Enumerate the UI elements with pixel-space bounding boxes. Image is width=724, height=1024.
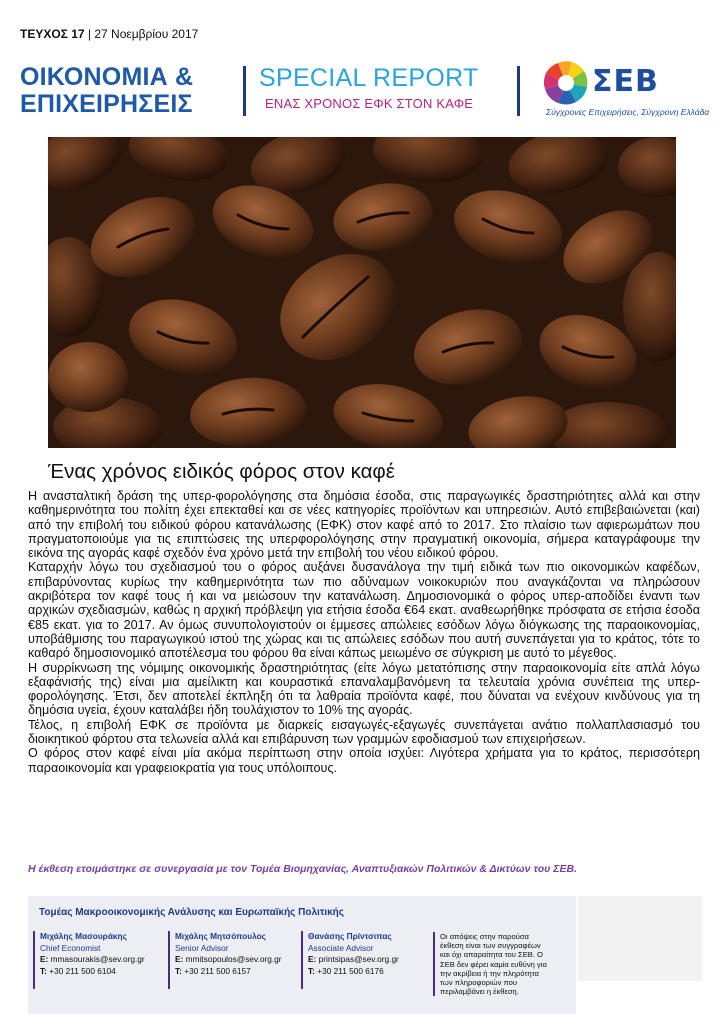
contact-card [301,931,399,977]
section-title-line1: ΟΙΚΟΝΟΜΙΑ & [20,63,194,91]
contact-email[interactable]: printsipas@sev.org.gr [318,954,399,964]
contact-phone-row [308,966,399,978]
contact-role: Senior Advisor [175,942,229,953]
contact-role: Chief Economist [40,942,101,953]
article-paragraph: Η συρρίκνωση της νόμιμης οικονομικής δραστηριότητας (είτε λόγω μετατόπισης στην παραοικονομία είτε απλά λόγω εξαφάνισής της) είναι μια αμείλικτη και κουραστικά επαναλαμβανόμενη τα τελευταία χρόνια συνέπεια της υπερ-φορολόγησης. Έτσι, δεν αποτελεί έκπληξη ότι τα λαθραία προϊόντα καφέ, που δύναται να ενέχουν κινδύνους για τη δημόσια υγεία, έχουν καταλάβει ήδη τουλάχιστον το 10% της αγοράς. [28,660,700,718]
contact-phone: +30 211 500 6176 [317,965,384,976]
contact-email-row [40,954,145,966]
report-credit: Η έκθεση ετοιμάστηκε σε συνεργασία με τον Τομέα Βιομηχανίας, Αναπτυξιακών Πολιτικών & Δικτύων του ΣΕΒ. [28,863,577,875]
email-label: E: [175,954,184,964]
section-title [20,64,193,118]
issue-number: ΤΕΥΧΟΣ 17 [20,27,85,41]
contact-name: Θανάσης Πρίντσιπας [308,931,392,941]
article-headline: Ένας χρόνος ειδικός φόρος στον καφέ [48,460,395,483]
contact-phone-row [175,966,282,978]
contact-divider [301,931,303,989]
phone-label: T: [40,965,47,976]
masthead-divider-2 [517,66,520,116]
phone-label: T: [308,965,315,976]
email-label: E: [308,954,317,964]
footer-department: Τομέας Μακροοικονομικής Ανάλυσης και Ευρωπαϊκής Πολιτικής [39,907,344,918]
contact-role: Associate Advisor [308,942,374,953]
special-report-title: SPECIAL REPORT [259,64,479,92]
article-paragraph: Καταρχήν λόγω του σχεδιασμού του ο φόρος αυξάνει δυσανάλογα την τιμή ειδικά των πιο οικονομικών καφέδων, επιβαρύνοντας κυρίως την καθημερινότητα των πιο αδύναμων νοικοκυριών που αναγκάζονται να πληρώσουν ακριβότερα τον καφέ τους ή και να μειώσουν την κατανάλωση. Δημοσιονομικά ο φόρος υπερ-αποδίδει έναντι των αρχικών σχεδιασμών, καθώς η αρχική πρόβλεψη για ετήσια έσοδα €64 εκατ. αναθεωρήθηκε πρόσφατα σε ετήσια έσοδα €85 εκατ. για το 2017. Αν όμως συνυπολογιστούν οι έμμεσες απώλειες εσόδων λόγω διόγκωσης της παραοικονομίας, υποβάθμισης του παραγωγικού ιστού της χώρας και τις απώλειες εσόδων που αυτή συνεπάγεται για το κράτος, τότε το καθαρό δημοσιονομικό αποτέλεσμα του φόρου θα είναι κάπως μειωμένο σε σύγκριση με αυτό το μέγεθος. [28,560,700,661]
article-paragraph: Τέλος, η επιβολή ΕΦΚ σε προϊόντα με διαρκείς εισαγωγές-εξαγωγές συνεπάγεται ανάτιο πολλαπλασιασμό του διοικητικού φόρτου στα τελωνεία αλλά και επιβάρυνση των γραμμών εφοδιασμού των επιχειρήσεων. [28,717,700,747]
contact-card [168,931,282,977]
disclaimer-text: Οι απόψεις στην παρούσα έκθεση είναι των συγγραφέων και όχι απαραίτητα του ΣΕΒ. Ο ΣΕΒ δεν φέρει καμία ευθύνη για την ακρίβεια ή την πληρότητα των πληροφοριών που περιλαμβάνει η έκθεση. [440,932,547,997]
contact-divider [168,931,170,989]
contact-name: Μιχάλης Μασουράκης [40,931,127,941]
phone-label: T: [175,965,182,976]
contact-card [33,931,145,977]
article-paragraph: Η ανασταλτική δράση της υπερ-φορολόγησης στα δημόσια έσοδα, στις παραγωγικές δραστηριότητες αλλά και στην καθημερινότητα του πολίτη έχει επεκταθεί και σε νέες κατηγορίες προϊόντων και υπηρεσιών. Αυτό επιβεβαιώνεται (και) από την επιβολή του ειδικού φόρου κατανάλωσης (ΕΦΚ) στον καφέ από το 2017. Στο πλαίσιο των αφιερωμάτων που πραγματοποιούμε για τις επιπτώσεις της υπερφορολόγησης στην πραγματική οικονομία, σήμερα καταγράφουμε την εικόνα της αγοράς καφέ σχεδόν ένα χρόνο μετά την επιβολή του νέου ειδικού φόρου. [28,489,700,561]
coffee-beans-photo [48,137,676,448]
sev-logo-text: ΣΕΒ [592,64,659,99]
contact-email-row [308,954,399,966]
article-paragraph: Ο φόρος στον καφέ είναι μία ακόμα περίπτωση στην οποία ισχύει: Λιγότερα χρήματα για το κράτος, περισσότερη παραοικονομία και γραφειοκρατία για τους υπόλοιπους. [28,746,700,775]
article-body [28,489,700,775]
contact-phone: +30 211 500 6157 [184,965,251,976]
email-label: E: [40,954,49,964]
footer-blank-panel [578,896,702,981]
section-title-line2: ΕΠΙΧΕΙΡΗΣΕΙΣ [20,90,193,118]
report-subtitle: ΕΝΑΣ ΧΡΟΝΟΣ ΕΦΚ ΣΤΟΝ ΚΑΦΕ [265,96,474,111]
contact-email[interactable]: mmasourakis@sev.org.gr [50,954,145,964]
disclaimer-divider [433,932,435,996]
contact-email[interactable]: mmitsopoulos@sev.org.gr [185,954,282,964]
issue-date: | 27 Νοεμβρίου 2017 [87,27,199,41]
sev-logo-tagline: Σύγχρονες Επιχειρήσεις, Σύγχρονη Ελλάδα [546,107,710,117]
contact-divider [33,931,35,989]
contact-email-row [175,954,282,966]
issue-line [20,27,198,41]
contact-phone: +30 211 500 6104 [49,965,116,976]
contact-name: Μιχάλης Μητσόπουλος [175,931,266,941]
masthead-divider-1 [243,66,246,116]
footer-disclaimer [433,932,552,996]
contact-phone-row [40,966,145,978]
